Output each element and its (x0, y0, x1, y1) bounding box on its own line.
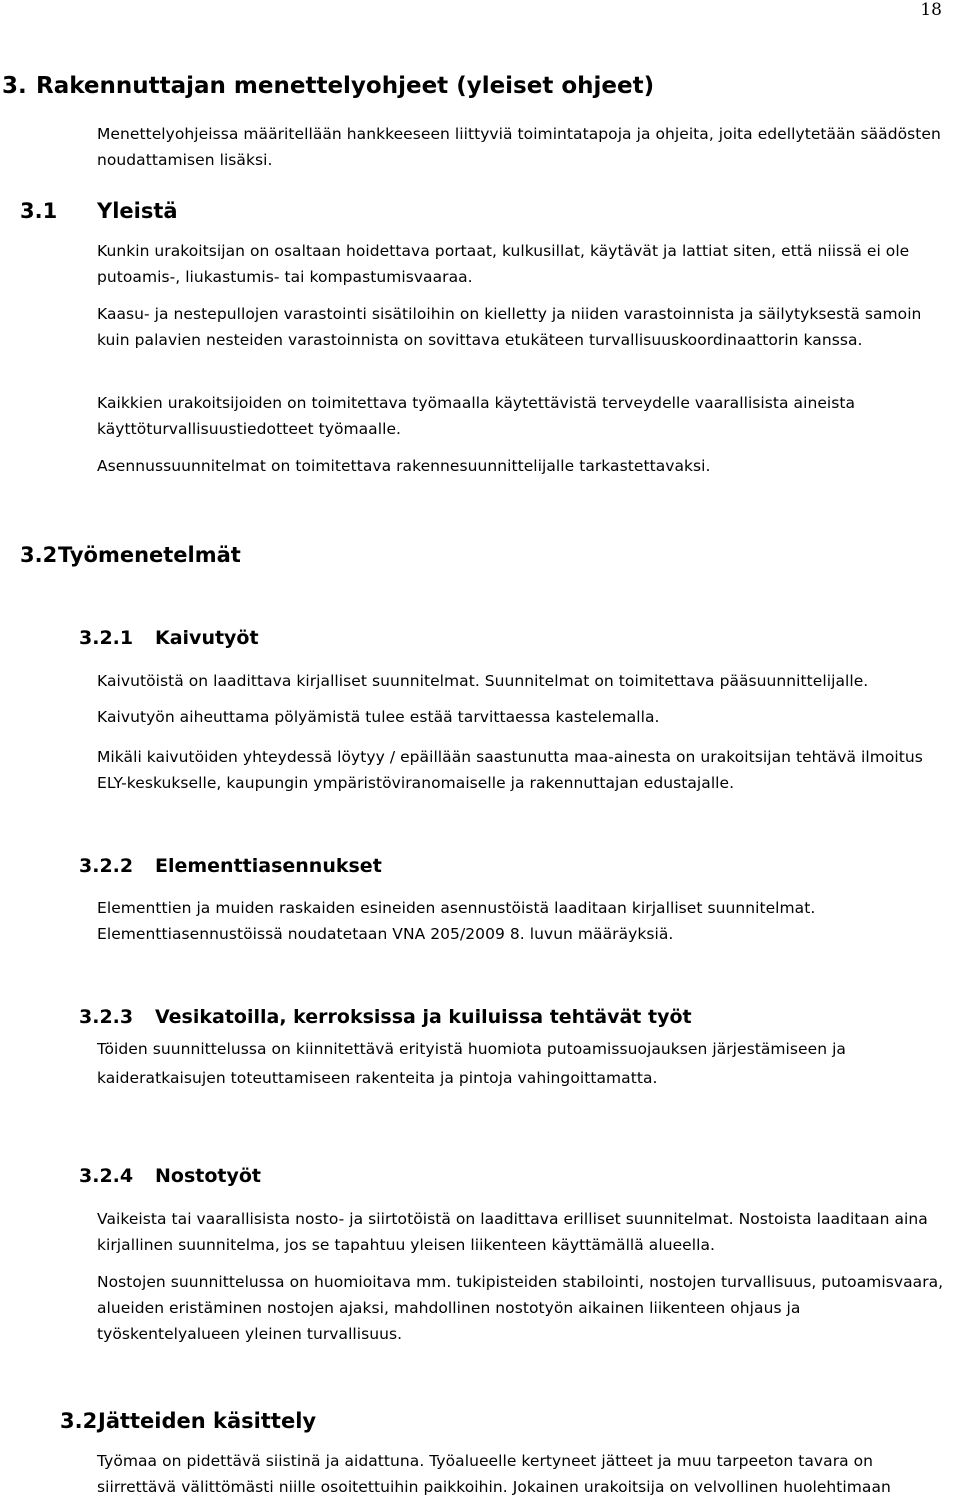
section-title: Työmenetelmät (58, 543, 241, 567)
section-title: Rakennuttajan menettelyohjeet (yleiset ohjeet) (36, 73, 655, 99)
section-3-1-heading (20, 199, 178, 223)
section-3-2-2-heading (79, 855, 382, 877)
section-number: 3. (2, 73, 27, 99)
section-3-intro: Menettelyohjeissa määritellään hankkeeseen liittyviä toimintatapoja ja ohjeita, joita edellytetään säädösten noudattamisen lisäksi. (97, 125, 941, 169)
section-number: 3.1 (20, 199, 58, 223)
section-3-2-waste-heading (60, 1409, 317, 1433)
paragraph: Kaivutyön aiheuttama pölyämistä tulee estää tarvittaessa kastelemalla. (97, 708, 660, 726)
section-title: Yleistä (97, 199, 178, 223)
paragraph: Asennussuunnitelmat on toimitettava rakennesuunnittelijalle tarkastettavaksi. (97, 457, 711, 475)
section-title: Jätteiden käsittely (98, 1409, 317, 1433)
section-3-2-4-heading (79, 1165, 262, 1187)
section-3-2-3-heading (79, 1006, 692, 1028)
paragraph: Nostojen suunnittelussa on huomioitava mm. tukipisteiden stabilointi, nostojen turvallisuus, putoamisvaara, alueiden eristäminen nostojen ajaksi, mahdollinen nostotyön aikainen liikenteen ohjaus ja työskentelyalueen yleinen turvallisuus. (97, 1273, 944, 1343)
paragraph: Kaivutöistä on laadittava kirjalliset suunnitelmat. Suunnitelmat on toimitettava pääsuunnittelijalle. (97, 672, 869, 690)
section-number: 3.2 (20, 543, 58, 567)
section-number: 3.2.2 (79, 855, 134, 877)
paragraph: Mikäli kaivutöiden yhteydessä löytyy / epäillään saastunutta maa-ainesta on urakoitsijan tehtävä ilmoitus ELY-keskukselle, kaupungin ympäristöviranomaiselle ja rakennuttajan edustajalle. (97, 748, 923, 792)
paragraph: Vaikeista tai vaarallisista nosto- ja siirtotöistä on laadittava erilliset suunnitelmat. Nostoista laaditaan aina kirjallinen suunnitelma, jos se tapahtuu yleisen liikenteen käyttämällä alueella. (97, 1210, 928, 1254)
section-title: Vesikatoilla, kerroksissa ja kuiluissa tehtävät työt (155, 1006, 692, 1028)
page-number: 18 (920, 0, 942, 20)
section-number: 3.2.1 (79, 627, 134, 649)
section-title: Kaivutyöt (155, 627, 259, 649)
paragraph: Töiden suunnittelussa on kiinnitettävä erityistä huomiota putoamissuojauksen järjestämiseen ja kaideratkaisujen toteuttamiseen rakenteita ja pintoja vahingoittamatta. (97, 1040, 846, 1087)
section-title: Nostotyöt (155, 1165, 262, 1187)
section-3-2-1-heading (79, 627, 259, 649)
paragraph: Kunkin urakoitsijan on osaltaan hoidettava portaat, kulkusillat, käytävät ja lattiat siten, että niissä ei ole putoamis-, liukastumis- tai kompastumisvaaraa. (97, 242, 910, 286)
section-3-2-heading (20, 543, 241, 567)
section-title: Elementtiasennukset (155, 855, 382, 877)
section-number: 3.2 (60, 1409, 98, 1433)
section-number: 3.2.3 (79, 1006, 134, 1028)
paragraph: Kaikkien urakoitsijoiden on toimitettava työmaalla käytettävistä terveydelle vaarallisista aineista käyttöturvallisuustiedotteet työmaalle. (97, 394, 856, 438)
section-number: 3.2.4 (79, 1165, 134, 1187)
paragraph: Työmaa on pidettävä siistinä ja aidattuna. Työalueelle kertyneet jätteet ja muu tarpeeton tavara on siirrettävä välittömästi niille osoitettuihin paikkoihin. Jokainen urakoitsija on velvollinen huolehtimaan (97, 1452, 891, 1496)
paragraph: Kaasu- ja nestepullojen varastointi sisätiloihin on kielletty ja niiden varastoinnista ja säilytyksestä samoin kuin palavien nesteiden varastoinnista on sovittava etukäteen turvallisuuskoordinaattorin kanssa. (97, 305, 922, 349)
paragraph: Elementtien ja muiden raskaiden esineiden asennustöistä laaditaan kirjalliset suunnitelmat. Elementtiasennustöissä noudatetaan VNA 205/2009 8. luvun määräyksiä. (97, 899, 816, 943)
section-3-heading (2, 73, 654, 99)
